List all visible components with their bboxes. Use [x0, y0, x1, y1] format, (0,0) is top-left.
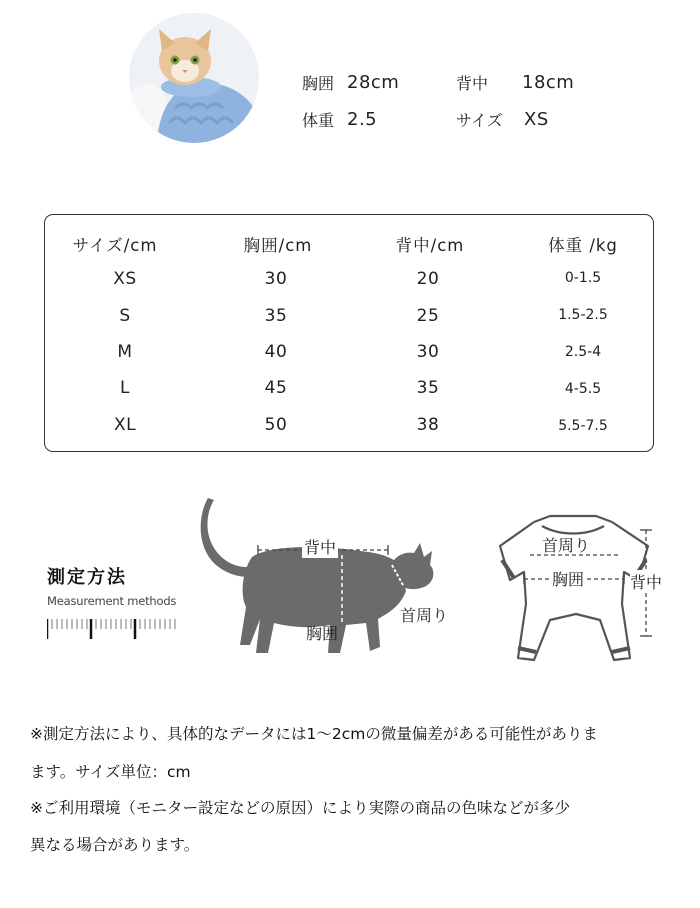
cell-size: XL: [113, 415, 137, 435]
example-chest-label: 胸囲: [302, 74, 335, 93]
cell-size: XS: [113, 269, 137, 289]
cell-back: 25: [416, 306, 440, 326]
clothing-chest-label: 胸囲: [550, 567, 586, 590]
clothing-neck-label: 首周り: [542, 536, 591, 555]
cat-chest-label: 胸囲: [306, 624, 339, 643]
cell-size: S: [119, 306, 131, 326]
measurement-title: 測定方法: [47, 567, 127, 588]
note-line-1: ※測定方法により、具体的なデータには1〜2cmの微量偏差がある可能性がありま: [30, 725, 598, 743]
cat-back-label: 背中: [302, 535, 338, 558]
note-line-2: ます。サイズ単位：cm: [30, 763, 191, 781]
ruler-icon: [47, 615, 179, 641]
cell-back: 30: [416, 342, 440, 362]
cell-weight: 0-1.5: [564, 270, 602, 286]
example-back-label: 背中: [456, 74, 489, 93]
cell-back: 38: [416, 415, 440, 435]
example-back-value: 18cm: [522, 72, 575, 93]
cell-size: M: [117, 342, 133, 362]
cell-chest: 40: [264, 342, 288, 362]
cat-neck-label: 首周り: [400, 606, 449, 625]
cell-weight: 1.5-2.5: [558, 307, 608, 323]
measurement-subtitle: Measurement methods: [47, 594, 177, 608]
clothing-back-label: 背中: [630, 570, 662, 593]
cell-chest: 45: [264, 378, 288, 398]
example-size-label: サイズ: [456, 111, 503, 130]
cell-weight: 4-5.5: [564, 381, 602, 397]
product-photo: [129, 13, 259, 143]
cell-chest: 35: [264, 306, 288, 326]
header-weight: 体重 /kg: [548, 236, 618, 255]
cell-back: 20: [416, 269, 440, 289]
cell-weight: 5.5-7.5: [558, 418, 608, 434]
cell-size: L: [120, 378, 130, 398]
cell-chest: 50: [264, 415, 288, 435]
cell-chest: 30: [264, 269, 288, 289]
cell-weight: 2.5-4: [564, 344, 602, 360]
example-chest-value: 28cm: [347, 72, 400, 93]
header-back: 背中/cm: [395, 236, 465, 255]
cell-back: 35: [416, 378, 440, 398]
example-weight-label: 体重: [302, 111, 335, 130]
header-size: サイズ/cm: [72, 236, 158, 255]
example-weight-value: 2.5: [347, 109, 378, 130]
header-chest: 胸囲/cm: [243, 236, 313, 255]
note-line-3: ※ご利用環境（モニター設定などの原因）により実際の商品の色味などが多少: [30, 799, 570, 817]
note-line-4: 異なる場合があります。: [30, 836, 200, 854]
example-size-value: XS: [524, 109, 549, 130]
cat-in-sweater-image: [129, 13, 259, 143]
